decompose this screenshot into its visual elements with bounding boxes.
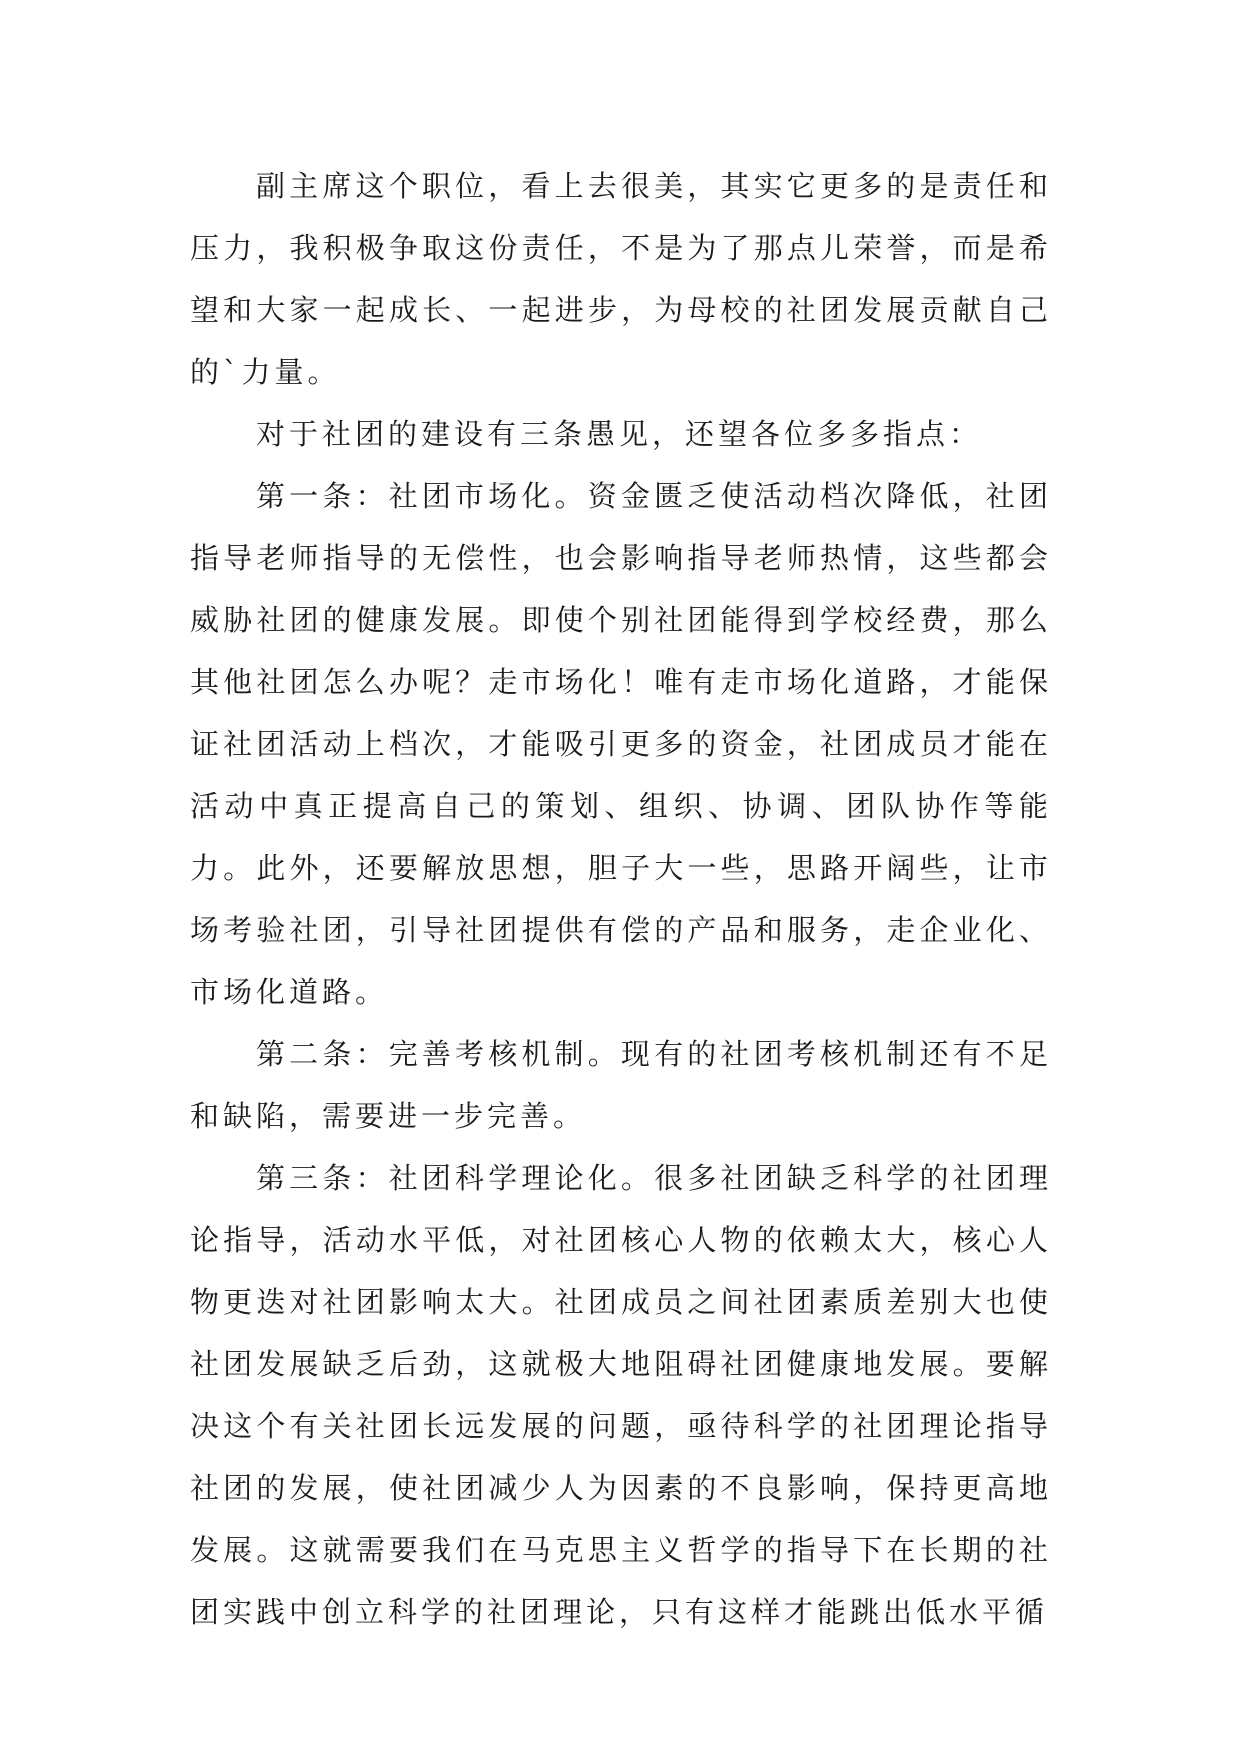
paragraph-second-suggestion: 第二条：完善考核机制。现有的社团考核机制还有不足和缺陷，需要进一步完善。: [190, 1037, 1052, 1133]
paragraph-intro-suggestions: 对于社团的建设有三条愚见，还望各位多多指点：: [256, 417, 983, 451]
paragraph-first-suggestion: 第一条：社团市场化。资金匮乏使活动档次降低，社团指导老师指导的无偿性，也会影响指导老师热情，这些都会威胁社团的健康发展。即使个别社团能得到学校经费，那么其他社团怎么办呢？走市场化！唯有走市场化道路，才能保证社团活动上档次，才能吸引更多的资金，社团成员才能在活动中真正提高自己的策划、组织、协调、团队协作等能力。此外，还要解放思想，胆子大一些，思路开阔些，让市场考验社团，引导社团提供有偿的产品和服务，走企业化、市场化道路。: [190, 479, 1052, 1009]
paragraph-third-suggestion: 第三条：社团科学理论化。很多社团缺乏科学的社团理论指导，活动水平低，对社团核心人物的依赖太大，核心人物更迭对社团影响太大。社团成员之间社团素质差别大也使社团发展缺乏后劲，这就极大地阻碍社团健康地发展。要解决这个有关社团长远发展的问题，亟待科学的社团理论指导社团的发展，使社团减少人为因素的不良影响，保持更高地发展。这就需要我们在马克思主义哲学的指导下在长期的社团实践中创立科学的社团理论，只有这样才能跳出低水平循: [190, 1161, 1052, 1629]
paragraph-vice-chair: 副主席这个职位，看上去很美，其实它更多的是责任和压力，我积极争取这份责任，不是为了那点儿荣誉，而是希望和大家一起成长、一起进步，为母校的社团发展贡献自己的`力量。: [190, 169, 1052, 389]
document-body: [190, 155, 1052, 1643]
